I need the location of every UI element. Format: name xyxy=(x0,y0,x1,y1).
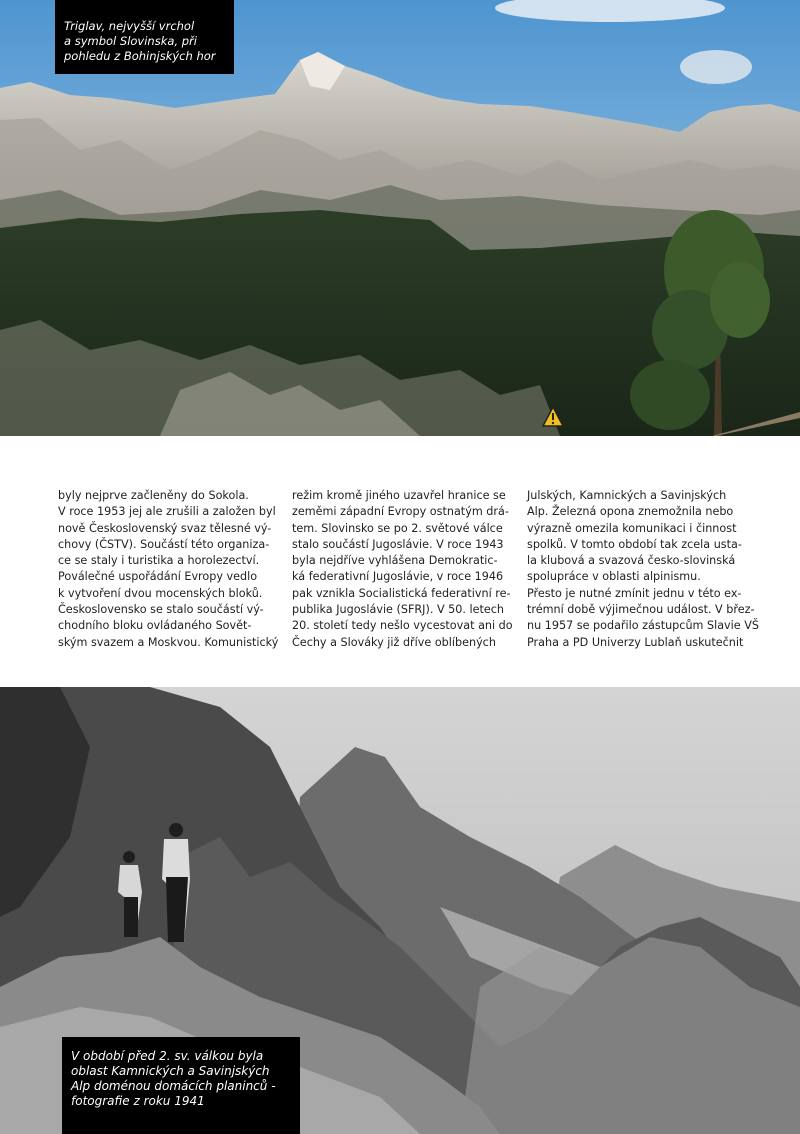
text-line: Přesto je nutné zmínit jednu v této ex- xyxy=(527,586,742,600)
text-line: byla nejdříve vyhlášena Demokratic- xyxy=(292,554,498,568)
text-line: režim kromě jiného uzavřel hranice se xyxy=(292,489,506,502)
text-line: Československo se stalo součástí vý- xyxy=(58,603,264,617)
text-line: trémní době výjimečnou událost. V břez- xyxy=(527,603,755,617)
text-line: ká federativní Jugoslávie, v roce 1946 xyxy=(292,570,504,584)
warning-sign-icon xyxy=(542,406,564,428)
text-line: spolupráce v oblasti alpinismu. xyxy=(527,570,701,584)
caption-line: Alp doménou domácích planinců - xyxy=(71,1079,276,1093)
article-column-1 xyxy=(58,488,282,651)
text-line: la klubová a svazová česko-slovinská xyxy=(527,554,736,568)
caption-line: oblast Kamnických a Savinjských xyxy=(71,1064,270,1078)
text-line: Praha a PD Univerzy Lublaň uskutečnit xyxy=(527,635,744,649)
text-line: spolků. V tomto období tak zcela usta- xyxy=(527,537,742,551)
text-line: 20. století tedy nešlo vycestovat ani do xyxy=(292,619,513,633)
bottom-photo-caption xyxy=(62,1037,300,1134)
article-column-2 xyxy=(292,488,516,651)
text-line: chovy (ČSTV). Součástí této organiza- xyxy=(58,537,270,551)
caption-line: pohledu z Bohinjských hor xyxy=(64,49,216,63)
text-line: k vytvoření dvou mocenských bloků. xyxy=(58,586,263,600)
article-column-3 xyxy=(527,488,759,651)
text-line: tem. Slovinsko se po 2. světové válce xyxy=(292,521,503,535)
caption-line: Triglav, nejvyšší vrchol xyxy=(64,19,195,33)
text-line: V roce 1953 jej ale zrušili a založen byl xyxy=(58,505,276,519)
caption-line: a symbol Slovinska, při xyxy=(64,34,197,48)
text-line: ským svazem a Moskvou. Komunistický xyxy=(58,635,279,649)
caption-line: V období před 2. sv. válkou byla xyxy=(71,1049,264,1063)
text-line: Alp. Železná opona znemožnila nebo xyxy=(527,505,734,519)
text-line: Poválečné uspořádání Evropy vedlo xyxy=(58,570,258,584)
text-line: ce se staly i turistika a horolezectví. xyxy=(58,554,260,568)
text-line: stalo součástí Jugoslávie. V roce 1943 xyxy=(292,537,504,551)
text-line: Julských, Kamnických a Savinjských xyxy=(527,489,727,502)
text-line: pak vznikla Socialistická federativní re- xyxy=(292,586,511,600)
top-photo-caption xyxy=(55,0,234,74)
caption-line: fotografie z roku 1941 xyxy=(71,1094,205,1108)
text-line: nově Československý svaz tělesné vý- xyxy=(58,521,272,535)
text-line: zeměmi západní Evropy ostnatým drá- xyxy=(292,505,509,519)
text-line: výrazně omezila komunikaci i činnost xyxy=(527,521,737,535)
text-line: Čechy a Slováky již dříve oblíbených xyxy=(292,635,496,649)
text-line: chodního bloku ovládaného Sovět- xyxy=(58,619,252,633)
text-line: byly nejprve začleněny do Sokola. xyxy=(58,489,249,502)
text-line: nu 1957 se podařilo zástupcům Slavie VŠ xyxy=(527,619,759,633)
text-line: publika Jugoslávie (SFRJ). V 50. letech xyxy=(292,603,505,617)
